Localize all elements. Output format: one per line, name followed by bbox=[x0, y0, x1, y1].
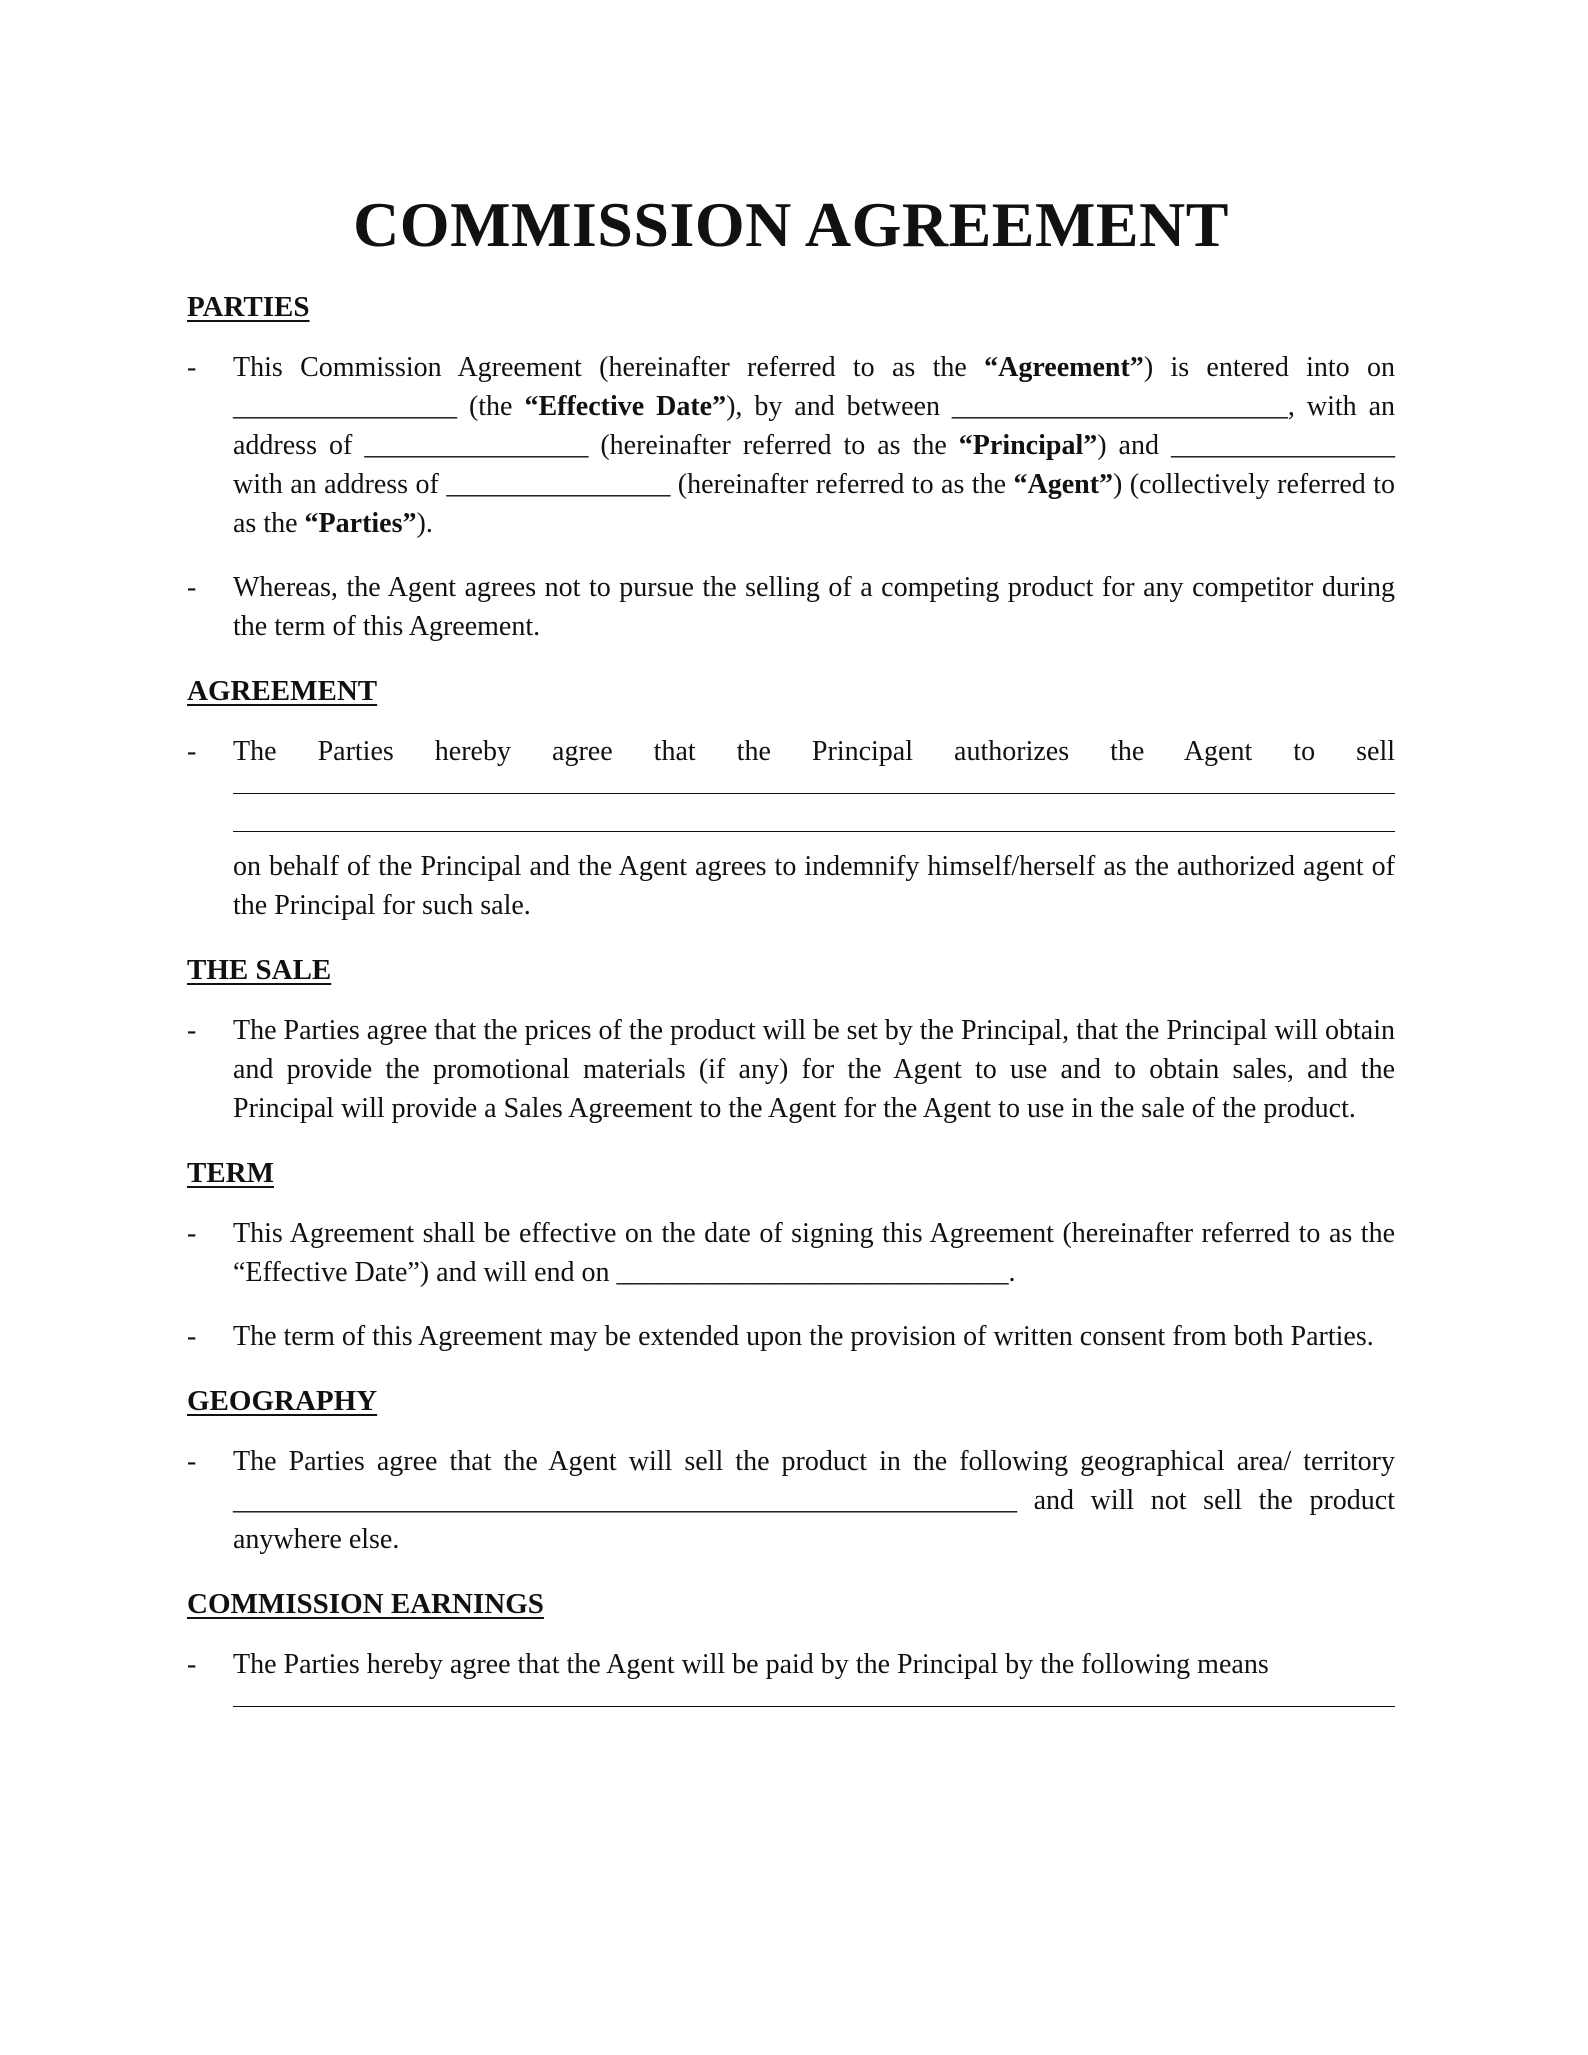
list-item bbox=[187, 1214, 1395, 1292]
section-parties bbox=[187, 288, 1395, 646]
bullet-dash: - bbox=[187, 1218, 197, 1249]
text-run: (hereinafter referred to as the bbox=[670, 469, 1014, 500]
blank-principal-address: ________________ bbox=[364, 430, 589, 461]
text-run: ). bbox=[416, 508, 433, 539]
defined-term-agent: “Agent” bbox=[1013, 469, 1114, 500]
text-run: ) is entered into on bbox=[1143, 352, 1395, 383]
section-heading-term: TERM bbox=[187, 1157, 274, 1189]
commission-paragraph bbox=[233, 1645, 1395, 1722]
section-heading-agreement: AGREEMENT bbox=[187, 675, 378, 707]
text-run: ), by and between bbox=[726, 391, 952, 422]
text-run: (hereinafter referred to as the bbox=[588, 430, 959, 461]
list-item bbox=[187, 732, 1395, 925]
defined-term-effective-date: “Effective Date” bbox=[524, 391, 727, 422]
list-item bbox=[187, 348, 1395, 543]
agreement-line-1: The Parties hereby agree that the Principal authorizes the Agent to sell bbox=[233, 736, 1395, 767]
agreement-line-rest: on behalf of the Principal and the Agent agrees to indemnify himself/herself as the authorized agent of the Principal for such sale. bbox=[233, 851, 1395, 921]
blank-effective-date: ________________ bbox=[233, 391, 457, 422]
whereas-paragraph: Whereas, the Agent agrees not to pursue the selling of a competing product for any competitor during the term of this Agreement. bbox=[233, 572, 1395, 642]
blank-product-line-1 bbox=[233, 771, 1395, 794]
document-page bbox=[187, 188, 1395, 1722]
parties-paragraph bbox=[233, 348, 1395, 543]
bullet-dash: - bbox=[187, 736, 197, 767]
section-the-sale bbox=[187, 951, 1395, 1128]
list-item bbox=[187, 1317, 1395, 1356]
list-item bbox=[187, 568, 1395, 646]
blank-principal-name: ________________________ bbox=[951, 391, 1288, 422]
blank-territory: ________________________________________________________ bbox=[233, 1485, 1017, 1516]
list-item bbox=[187, 1011, 1395, 1128]
geography-paragraph bbox=[233, 1442, 1395, 1559]
section-heading-parties: PARTIES bbox=[187, 291, 310, 323]
defined-term-principal: “Principal” bbox=[958, 430, 1098, 461]
text-run: This Commission Agreement (hereinafter referred to as the bbox=[233, 352, 985, 383]
text-run: (the bbox=[457, 391, 525, 422]
section-term bbox=[187, 1154, 1395, 1356]
sale-paragraph: The Parties agree that the prices of the product will be set by the Principal, that the Principal will obtain and provide the promotional materials (if any) for the Agent to use and to obtain sales, and the Principal will provide a Sales Agreement to the Agent for the Agent to use in the sale of the product. bbox=[233, 1015, 1395, 1124]
section-heading-geography: GEOGRAPHY bbox=[187, 1385, 378, 1417]
list-item bbox=[187, 1645, 1395, 1722]
text-run: The Parties agree that the Agent will sell the product in the following geographical area/ territory bbox=[233, 1446, 1395, 1477]
section-commission-earnings bbox=[187, 1585, 1395, 1722]
text-run: . bbox=[1008, 1257, 1016, 1288]
text-run: with an address of bbox=[233, 469, 447, 500]
bullet-dash: - bbox=[187, 1446, 197, 1477]
section-heading-the-sale: THE SALE bbox=[187, 954, 332, 986]
commission-line-1: The Parties hereby agree that the Agent will be paid by the Principal by the following means bbox=[233, 1649, 1269, 1680]
bullet-dash: - bbox=[187, 1321, 197, 1352]
list-item bbox=[187, 1442, 1395, 1559]
agreement-paragraph bbox=[233, 732, 1395, 925]
bullet-dash: - bbox=[187, 572, 197, 603]
section-geography bbox=[187, 1382, 1395, 1559]
bullet-dash: - bbox=[187, 1649, 197, 1680]
section-heading-commission-earnings: COMMISSION EARNINGS bbox=[187, 1588, 544, 1620]
text-run: ) and bbox=[1097, 430, 1171, 461]
text-run: , with an address of bbox=[233, 391, 1396, 461]
blank-product-line-2 bbox=[233, 809, 1395, 832]
blank-payment-means bbox=[233, 1684, 1395, 1707]
text-run: ) (collectively referred to as the bbox=[233, 469, 1395, 539]
bullet-dash: - bbox=[187, 352, 197, 383]
document-title: COMMISSION AGREEMENT bbox=[353, 189, 1229, 260]
term-paragraph-1 bbox=[233, 1214, 1395, 1292]
blank-end-date: ____________________________ bbox=[616, 1257, 1009, 1288]
text-run: This Agreement shall be effective on the date of signing this Agreement (hereinafter referred to as the “Effective Date”) and will end on bbox=[233, 1218, 1395, 1288]
text-run: and will not sell the product anywhere else. bbox=[233, 1485, 1395, 1555]
blank-agent-name: ________________ bbox=[1171, 430, 1395, 461]
term-paragraph-2: The term of this Agreement may be extended upon the provision of written consent from both Parties. bbox=[233, 1321, 1374, 1352]
section-agreement bbox=[187, 672, 1395, 925]
defined-term-parties: “Parties” bbox=[304, 508, 417, 539]
bullet-dash: - bbox=[187, 1015, 197, 1046]
blank-agent-address: ________________ bbox=[446, 469, 671, 500]
defined-term-agreement: “Agreement” bbox=[984, 352, 1144, 383]
